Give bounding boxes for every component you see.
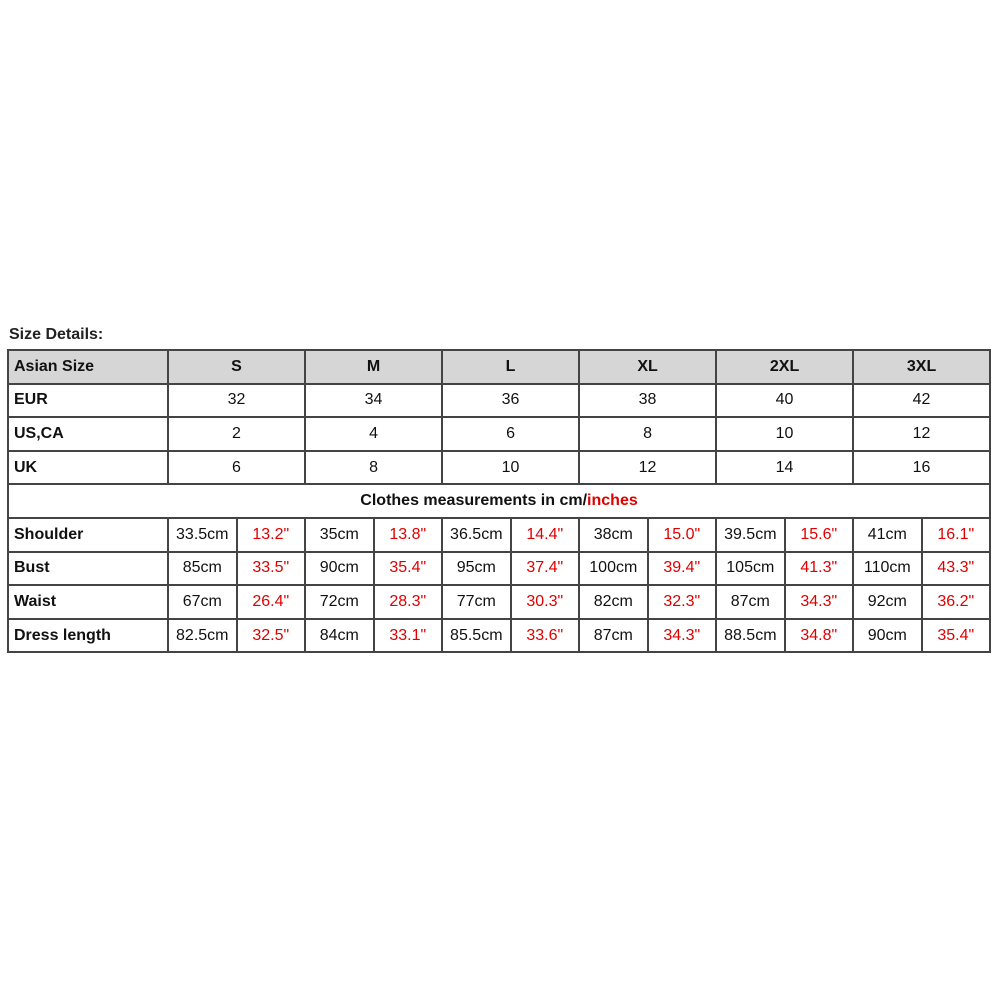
cm-value-cell: 95cm bbox=[442, 552, 511, 586]
inch-value-cell: 15.6" bbox=[785, 518, 854, 552]
cm-value-cell: 100cm bbox=[579, 552, 648, 586]
size-header-cell: L bbox=[442, 350, 579, 384]
measurement-note-inches: inches bbox=[587, 492, 638, 510]
inch-value-cell: 35.4" bbox=[922, 619, 991, 653]
size-value-cell: 10 bbox=[716, 417, 853, 451]
cm-value-cell: 92cm bbox=[853, 585, 922, 619]
size-value-cell: 16 bbox=[853, 451, 990, 485]
cm-value-cell: 35cm bbox=[305, 518, 374, 552]
asian-size-label: Asian Size bbox=[8, 350, 168, 384]
size-header-cell: XL bbox=[579, 350, 716, 384]
inch-value-cell: 36.2" bbox=[922, 585, 991, 619]
cm-value-cell: 33.5cm bbox=[168, 518, 237, 552]
inch-value-cell: 16.1" bbox=[922, 518, 991, 552]
size-value-cell: 36 bbox=[442, 384, 579, 418]
cm-value-cell: 105cm bbox=[716, 552, 785, 586]
conversion-row bbox=[8, 451, 990, 485]
inch-value-cell: 26.4" bbox=[237, 585, 306, 619]
size-value-cell: 8 bbox=[305, 451, 442, 485]
region-label: UK bbox=[8, 451, 168, 485]
conversion-row bbox=[8, 384, 990, 418]
size-header-cell: 2XL bbox=[716, 350, 853, 384]
size-value-cell: 6 bbox=[168, 451, 305, 485]
inch-value-cell: 34.8" bbox=[785, 619, 854, 653]
size-value-cell: 2 bbox=[168, 417, 305, 451]
size-value-cell: 4 bbox=[305, 417, 442, 451]
inch-value-cell: 39.4" bbox=[648, 552, 717, 586]
size-value-cell: 32 bbox=[168, 384, 305, 418]
cm-value-cell: 36.5cm bbox=[442, 518, 511, 552]
measurement-label: Bust bbox=[8, 552, 168, 586]
region-label: EUR bbox=[8, 384, 168, 418]
cm-value-cell: 110cm bbox=[853, 552, 922, 586]
cm-value-cell: 87cm bbox=[716, 585, 785, 619]
size-header-cell: M bbox=[305, 350, 442, 384]
size-value-cell: 40 bbox=[716, 384, 853, 418]
cm-value-cell: 84cm bbox=[305, 619, 374, 653]
size-value-cell: 12 bbox=[853, 417, 990, 451]
inch-value-cell: 33.6" bbox=[511, 619, 580, 653]
region-label: US,CA bbox=[8, 417, 168, 451]
measurement-row bbox=[8, 619, 990, 653]
measurement-label: Waist bbox=[8, 585, 168, 619]
inch-value-cell: 33.5" bbox=[237, 552, 306, 586]
size-value-cell: 6 bbox=[442, 417, 579, 451]
measurement-note-prefix: Clothes measurements in cm/ bbox=[360, 492, 588, 510]
measurement-note bbox=[8, 484, 990, 518]
cm-value-cell: 85cm bbox=[168, 552, 237, 586]
inch-value-cell: 13.2" bbox=[237, 518, 306, 552]
inch-value-cell: 37.4" bbox=[511, 552, 580, 586]
cm-value-cell: 77cm bbox=[442, 585, 511, 619]
inch-value-cell: 32.3" bbox=[648, 585, 717, 619]
cm-value-cell: 39.5cm bbox=[716, 518, 785, 552]
inch-value-cell: 30.3" bbox=[511, 585, 580, 619]
inch-value-cell: 32.5" bbox=[237, 619, 306, 653]
size-value-cell: 42 bbox=[853, 384, 990, 418]
cm-value-cell: 72cm bbox=[305, 585, 374, 619]
size-value-cell: 14 bbox=[716, 451, 853, 485]
inch-value-cell: 13.8" bbox=[374, 518, 443, 552]
measurement-note-row bbox=[8, 484, 990, 518]
measurement-row bbox=[8, 518, 990, 552]
cm-value-cell: 85.5cm bbox=[442, 619, 511, 653]
inch-value-cell: 43.3" bbox=[922, 552, 991, 586]
size-value-cell: 12 bbox=[579, 451, 716, 485]
cm-value-cell: 90cm bbox=[305, 552, 374, 586]
size-value-cell: 34 bbox=[305, 384, 442, 418]
cm-value-cell: 87cm bbox=[579, 619, 648, 653]
size-details-title: Size Details: bbox=[9, 326, 104, 343]
size-value-cell: 38 bbox=[579, 384, 716, 418]
inch-value-cell: 35.4" bbox=[374, 552, 443, 586]
cm-value-cell: 82.5cm bbox=[168, 619, 237, 653]
measurement-row bbox=[8, 585, 990, 619]
inch-value-cell: 15.0" bbox=[648, 518, 717, 552]
size-header-cell: S bbox=[168, 350, 305, 384]
cm-value-cell: 67cm bbox=[168, 585, 237, 619]
inch-value-cell: 28.3" bbox=[374, 585, 443, 619]
measurement-label: Dress length bbox=[8, 619, 168, 653]
inch-value-cell: 14.4" bbox=[511, 518, 580, 552]
cm-value-cell: 41cm bbox=[853, 518, 922, 552]
cm-value-cell: 90cm bbox=[853, 619, 922, 653]
inch-value-cell: 34.3" bbox=[648, 619, 717, 653]
measurement-row bbox=[8, 552, 990, 586]
size-chart-table bbox=[7, 349, 991, 653]
size-header-row bbox=[8, 350, 990, 384]
conversion-row bbox=[8, 417, 990, 451]
cm-value-cell: 82cm bbox=[579, 585, 648, 619]
size-value-cell: 10 bbox=[442, 451, 579, 485]
inch-value-cell: 33.1" bbox=[374, 619, 443, 653]
inch-value-cell: 41.3" bbox=[785, 552, 854, 586]
size-value-cell: 8 bbox=[579, 417, 716, 451]
measurement-label: Shoulder bbox=[8, 518, 168, 552]
inch-value-cell: 34.3" bbox=[785, 585, 854, 619]
size-header-cell: 3XL bbox=[853, 350, 990, 384]
cm-value-cell: 38cm bbox=[579, 518, 648, 552]
cm-value-cell: 88.5cm bbox=[716, 619, 785, 653]
